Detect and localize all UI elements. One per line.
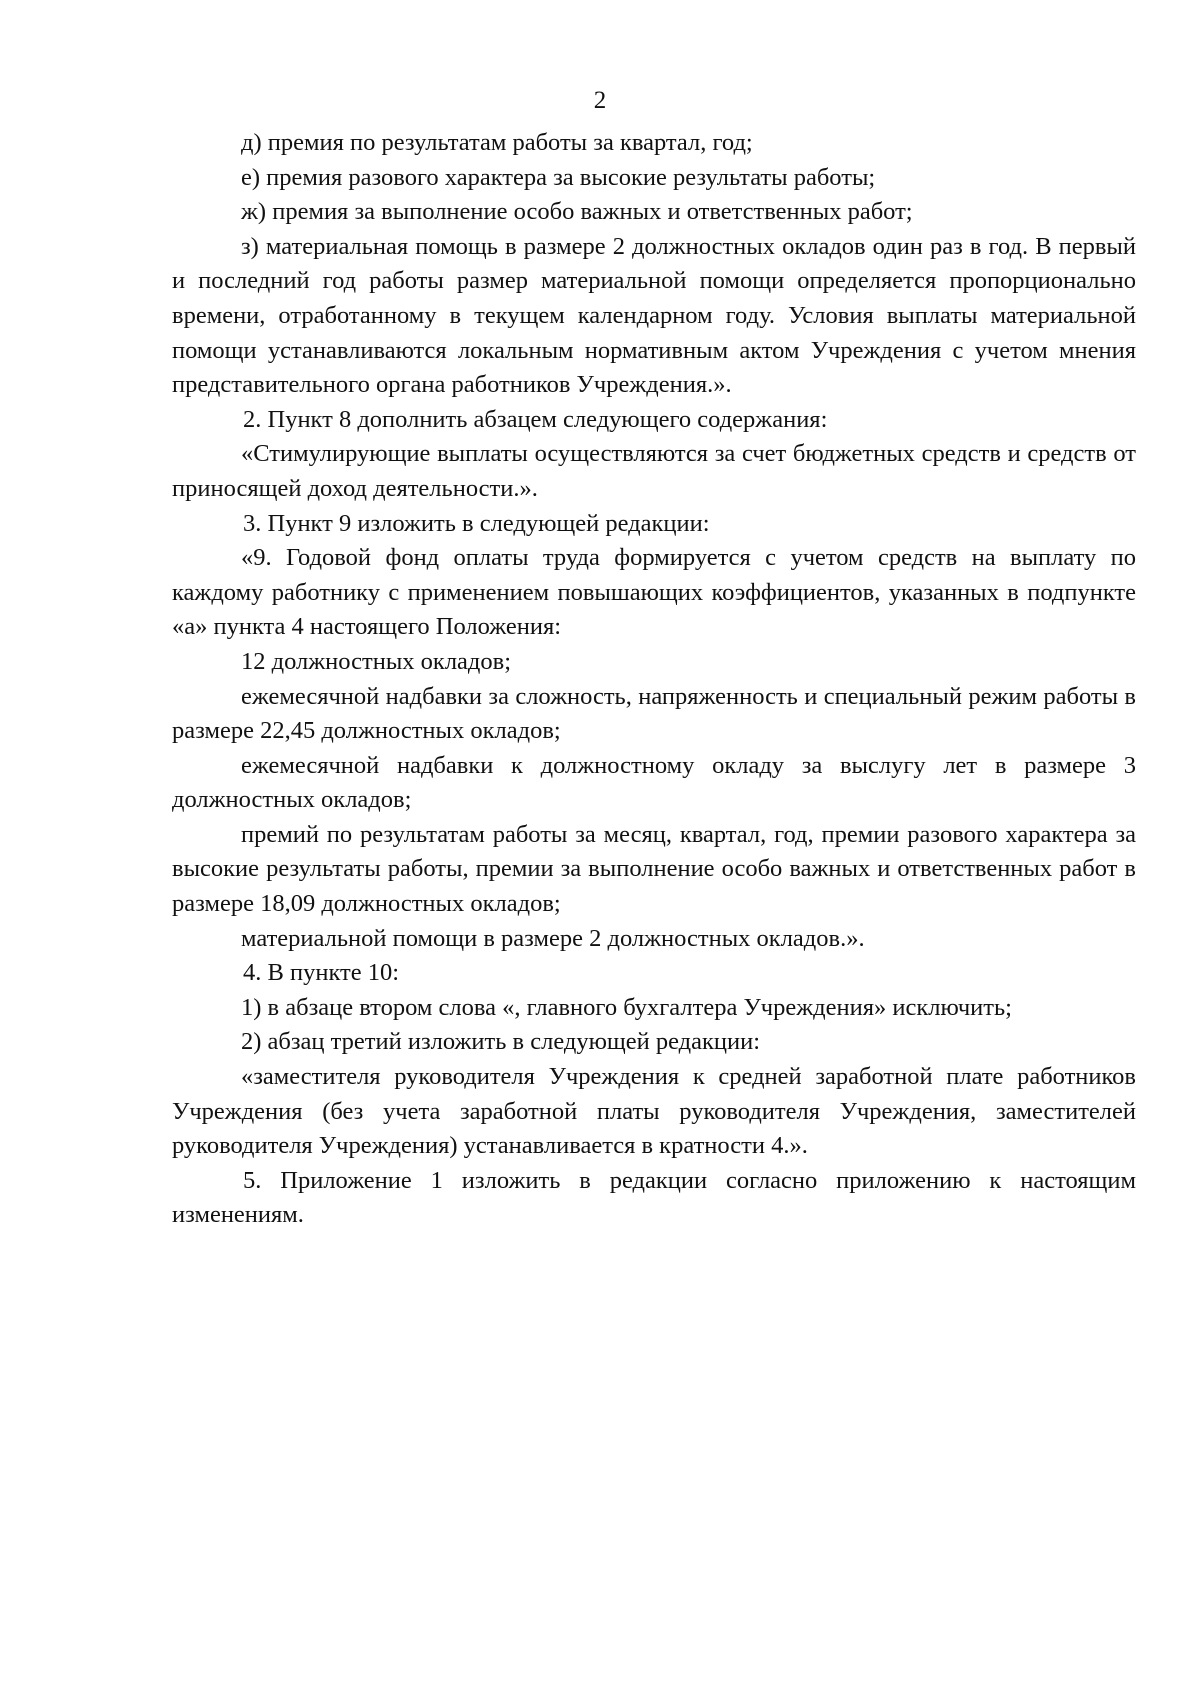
paragraph-item-zh: ж) премия за выполнение особо важных и ответственных работ; [241,198,913,226]
paragraph-clause-9-text: «9. Годовой фонд оплаты труда формируется с учетом средств на выплату по каждому работнику с применением повышающих коэффициентов, указанных в подпункте «а» пункта 4 настоящего Положения: [172,544,1136,641]
page-number: 2 [593,87,607,114]
paragraph-clause-4: 4. В пункте 10: [243,959,400,987]
paragraph-clause-4-sub-1: 1) в абзаце втором слова «, главного бухгалтера Учреждения» исключить; [241,993,1012,1021]
paragraph-salaries: 12 должностных окладов; [241,647,512,675]
paragraph-seniority-allowance: ежемесячной надбавки к должностному окладу за выслугу лет в размере 3 должностных окладов; [172,751,1136,814]
paragraph-clause-4-sub-2: 2) абзац третий изложить в следующей редакции: [241,1028,761,1056]
paragraph-item-d: д) премия по результатам работы за квартал, год; [241,129,753,156]
document-body [172,126,1136,1233]
paragraph-clause-5: 5. Приложение 1 изложить в редакции согласно приложению к настоящим изменениям. [172,1166,1136,1229]
paragraph-clause-2-text: «Стимулирующие выплаты осуществляются за счет бюджетных средств и средств от приносящей доход деятельности.». [172,440,1136,502]
paragraph-complexity-allowance: ежемесячной надбавки за сложность, напряженность и специальный режим работы в размере 22,45 должностных окладов; [172,682,1136,745]
paragraph-clause-2: 2. Пункт 8 дополнить абзацем следующего содержания: [243,405,828,433]
paragraph-clause-3: 3. Пункт 9 изложить в следующей редакции: [243,509,710,537]
paragraph-material-aid: материальной помощи в размере 2 должностных окладов.». [241,924,865,952]
paragraph-item-e: е) премия разового характера за высокие результаты работы; [241,163,876,191]
paragraph-deputy-ratio: «заместителя руководителя Учреждения к средней заработной плате работников Учреждения (без учета заработной платы руководителя Учреждения, заместителей руководителя Учреждения) устанавливается в кратности 4.». [172,1063,1136,1160]
paragraph-bonuses: премий по результатам работы за месяц, квартал, год, премии разового характера за высокие результаты работы, премии за выполнение особо важных и ответственных работ в размере 18,09 должностных окладов; [172,820,1136,918]
paragraph-item-z: з) материальная помощь в размере 2 должностных окладов один раз в год. В первый и последний год работы размер материальной помощи определяется пропорционально времени, отработанному в текущем календарном году. Условия выплаты материальной помощи устанавливаются локальным нормативным актом Учреждения с учетом мнения представительного органа работников Учреждения.». [172,232,1136,399]
